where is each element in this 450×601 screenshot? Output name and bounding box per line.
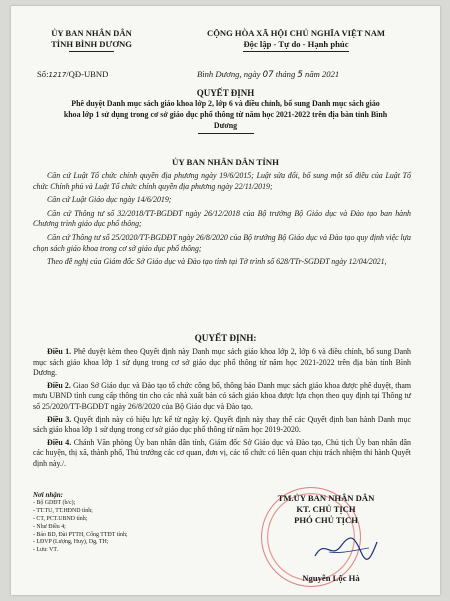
signature-line-1: TM.ỦY BAN NHÂN DÂN (277, 493, 375, 503)
recipient-4: - Như Điều 4; (33, 523, 66, 530)
subject-underline (198, 133, 254, 134)
signature-line-2: KT. CHỦ TỊCH (296, 504, 356, 514)
number-handwritten: 1217 (48, 71, 67, 79)
article-2-label: Điều 2. (47, 380, 71, 390)
recipients-heading: Nơi nhận: (33, 491, 64, 499)
document-page (11, 6, 440, 595)
issuer-underline (69, 51, 114, 52)
legal-basis-4: Căn cứ Thông tư số 25/2020/TT-BGDĐT ngày 26/8/2020 của Bộ trưởng Bộ Giáo dục và Đào tạo quy định việc lựa chọn sách giáo khoa trong cơ sở giáo dục phổ thông; (33, 232, 411, 253)
recipient-3: - CT, PCT.UBND tỉnh; (33, 515, 88, 522)
national-motto-block (161, 28, 431, 49)
date-part-3: năm 2021 (302, 69, 340, 79)
recipient-6: - LĐVP (Lượng, Huy), Dg, TH; (33, 539, 109, 546)
article-2 (33, 381, 411, 413)
articles (33, 347, 411, 470)
recipient-5: - Báo BD, Đài PTTH, Cổng TTĐT tỉnh; (33, 531, 128, 538)
recipient-2: - TT.TU, TT.HĐND tỉnh; (33, 507, 93, 514)
issuer-line-2: TỈNH BÌNH DƯƠNG (51, 38, 132, 49)
article-1 (33, 347, 411, 379)
article-1-label: Điều 1. (47, 347, 72, 356)
signature-line-3: PHÓ CHỦ TỊCH (294, 515, 358, 525)
date-part-1: Bình Dương, ngày (197, 69, 263, 79)
recipient-7: - Lưu: VT. (33, 547, 59, 554)
recipients (33, 492, 233, 555)
document-subject: Phê duyệt Danh mục sách giáo khoa lớp 2, lớp 6 và điều chỉnh, bổ sung Danh mục sách giáo khoa lớp 1 sử dụng trong cơ sở giáo dục phổ thông từ năm học 2021-2022 trên địa bàn tỉnh Bình Dương (63, 99, 388, 130)
decision-heading: QUYẾT ĐỊNH: (194, 333, 257, 343)
article-1-text: Phê duyệt kèm theo Quyết định này Danh mục sách giáo khoa lớp 2, lớp 6 và điều chỉnh, bổ sung Danh mục sách giáo khoa lớp 1 sử dụng trong cơ sở giáo dục phổ thông từ năm học 2021-2022 trên địa bàn tỉnh Bình Dương. (33, 347, 411, 378)
legal-bases (33, 171, 411, 268)
article-4-label: Điều 4. (47, 437, 72, 447)
date-day: 07 (262, 70, 274, 80)
article-3-label: Điều 3. (47, 414, 72, 424)
article-3-text: Quyết định này có hiệu lực kể từ ngày ký. Quyết định này thay thế các Quyết định ban hành Danh mục sách giáo khoa lớp 1 sử dụng trong cơ sở giáo dục phổ thông từ năm học 2019-2020. (33, 414, 411, 435)
motto: Độc lập - Tự do - Hạnh phúc (243, 38, 349, 49)
signer-name: Nguyễn Lộc Hà (302, 573, 360, 583)
legal-basis-1: Căn cứ Luật Tổ chức chính quyền địa phương ngày 19/6/2015; Luật sửa đổi, bổ sung một số điều của Luật Tổ chức Chính phủ và Luật Tổ chức chính quyền địa phương ngày 22/11/2019; (33, 171, 411, 191)
issuer-line-1: ỦY BAN NHÂN DÂN (51, 28, 132, 38)
country-name: CỘNG HÒA XÃ HỘI CHỦ NGHĨA VIỆT NAM (206, 28, 386, 38)
legal-basis-3: Căn cứ Thông tư số 32/2018/TT-BGDĐT ngày 26/12/2018 của Bộ trưởng Bộ Giáo dục và Đào tạo ban hành Chương trình giáo dục phổ thông; (33, 208, 411, 229)
legal-basis-2: Căn cứ Luật Giáo dục ngày 14/6/2019; (47, 195, 172, 205)
authority-heading: ỦY BAN NHÂN DÂN TỈNH (171, 157, 280, 167)
document-title: QUYẾT ĐỊNH (196, 88, 255, 98)
issuer-block (29, 28, 154, 49)
motto-underline (243, 51, 349, 52)
legal-basis-5: Theo đề nghị của Giám đốc Sở Giáo dục và Đào tạo tỉnh tại Tờ trình số 628/TTr-SGDĐT ngày 12/04/2021, (47, 257, 387, 267)
handwritten-signature (311, 534, 381, 564)
date-part-2: tháng (273, 69, 298, 79)
number-prefix: Số: (37, 69, 49, 79)
date-month: 5 (297, 70, 303, 80)
article-3 (33, 415, 411, 436)
recipient-1: - Bộ GDĐT (b/c); (33, 499, 76, 506)
number-suffix: /QĐ-UBND (66, 69, 109, 79)
article-2-text: Giao Sở Giáo dục và Đào tạo tổ chức công bố, thông báo Danh mục sách giáo khoa được phê duyệt, tham mưu UBND tỉnh cung cấp thông tin cho các nhà xuất bản có sách giáo khoa được lựa chọn theo quy định tại Thông tư số 25/2020/TT-BGDĐT ngày 26/8/2020 của Bộ Giáo dục và Đào tạo. (33, 380, 411, 411)
article-4 (33, 438, 411, 470)
article-4-text: Chánh Văn phòng Ủy ban nhân dân tỉnh, Giám đốc Sở Giáo dục và Đào tạo, Chủ tịch Ủy ban nhân dân các huyện, thị xã, thành phố, Thủ trưởng các cơ quan, đơn vị, các tổ chức có liên quan chịu trách nhiệm thi hành Quyết định này./. (33, 437, 411, 468)
place-date (197, 69, 427, 81)
document-number (37, 69, 157, 81)
signature-block (251, 493, 401, 526)
